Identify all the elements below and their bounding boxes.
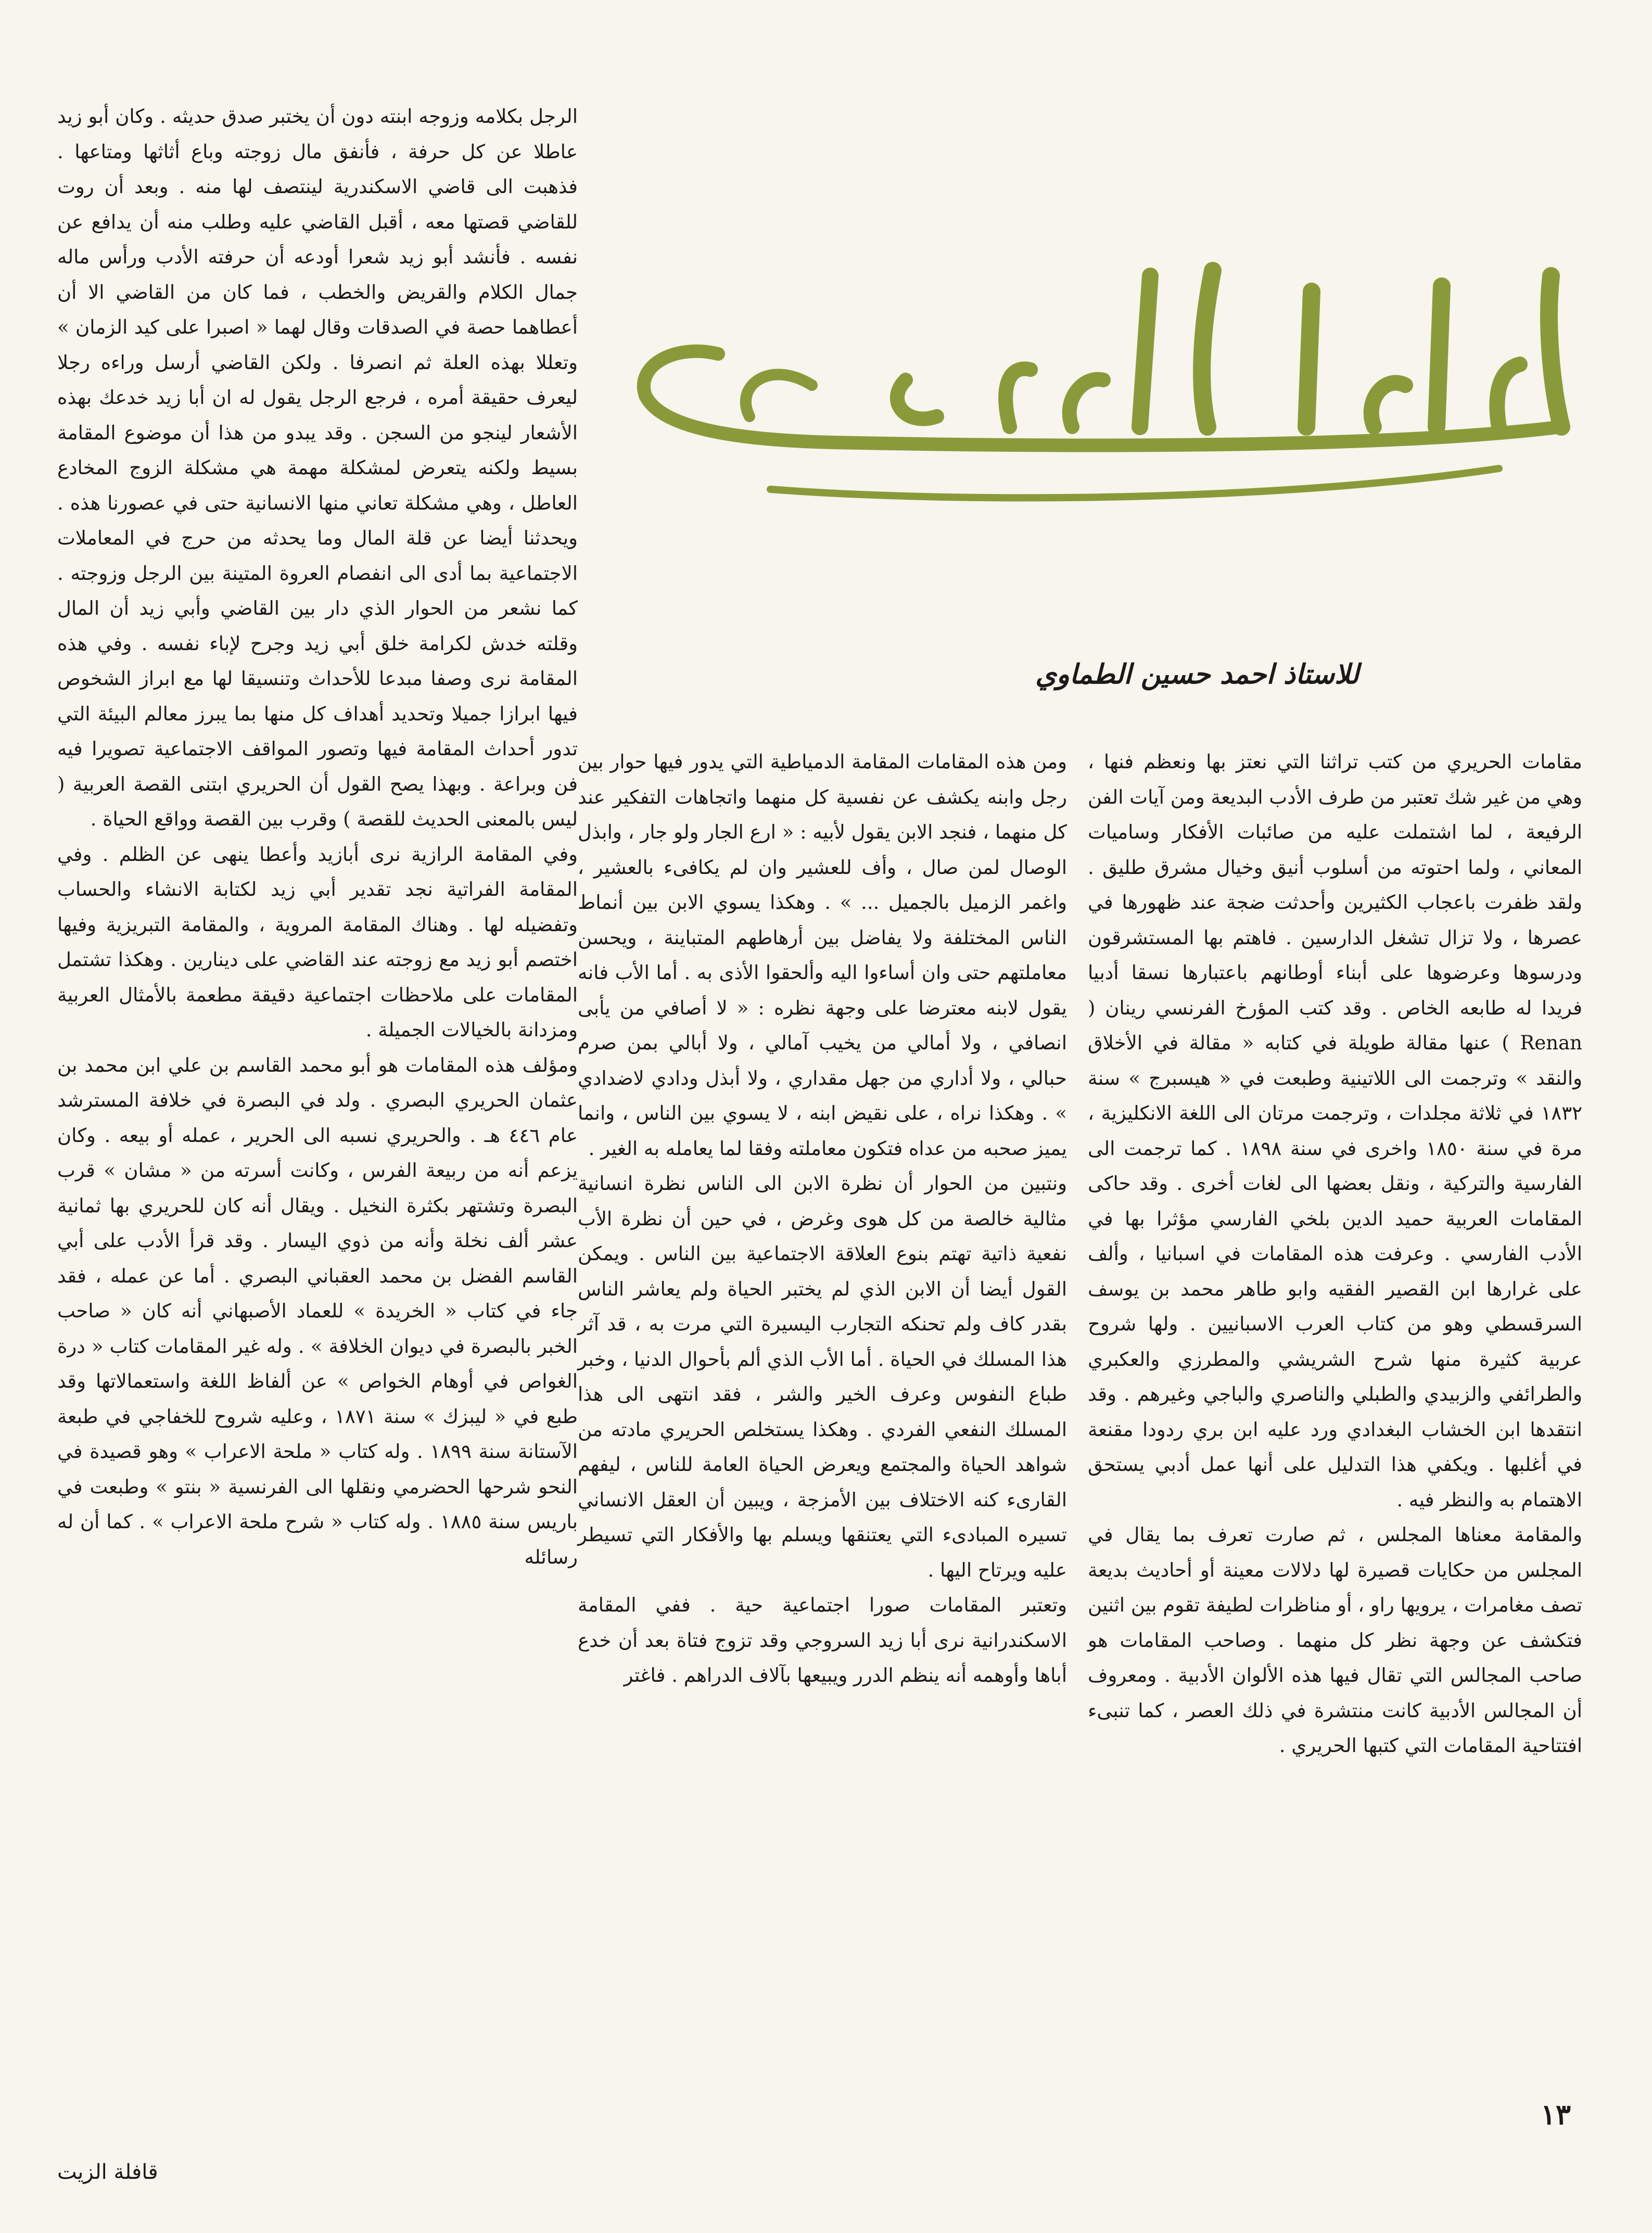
paragraph: ومن هذه المقامات المقامة الدمياطية التي يدور فيها حوار بين رجل وابنه يكشف عن نفسية كل منهما واتجاهات التفكير عند كل منهما ، فنجد الابن يقول لأبيه : « ارع الجار ولو جار ، وابذل الوصال لمن صال ، وأف للعشير وان لم يكافىء بالعشير ، واغمر الزميل بالجميل ... » . وهكذا يسوي الابن بين أنماط الناس المختلفة ولا يفاضل بين أرهاطهم المتباينة ، ويحسن معاملتهم حتى وان أساءوا اليه وألحقوا الأذى به . أما الأب فانه يقول لابنه معترضا على وجهة نظره : « لا أصافي من يأبى انصافي ، ولا أمالي من يخيب آمالي ، ولا أبالي بمن صرم حبالي ، ولا أداري من جهل مقداري ، ولا أبذل ودادي لاضدادي » . وهكذا نراه ، على نقيض ابنه ، لا يسوي بين الناس ، وانما يميز صحبه من عداه فتكون معاملته وفقا لما يعامله به الغير . (578, 751, 1067, 1160)
article-column-left (57, 99, 578, 1575)
paragraph: ونتبين من الحوار أن نظرة الابن الى الناس نظرة انسانية مثالية خالصة من كل هوى وغرض ، في حين أن نظرة الأب نفعية ذاتية تهتم بنوع العلاقة الاجتماعية بين الناس . ويمكن القول أيضا أن الابن الذي لم يختبر الحياة ولم يعاشر الناس بقدر كاف ولم تحنكه التجارب اليسيرة التي مرت به ، قد آثر هذا المسلك في الحياة . أما الأب الذي ألم بأحوال الدنيا ، وخبر طباع النفوس وعرف الخير والشر ، فقد انتهى الى هذا المسلك النفعي الفردي . وهكذا يستخلص الحريري مادته من شواهد الحياة والمجتمع ويعرض الحياة العامة للناس ، ليفهم القارىء كنه الاختلاف بين الأمزجة ، ويبين أن العقل الانساني تسيره المبادىء التي يعتنقها ويسلم بها والأفكار التي تسيطر عليه ويرتاح اليها . (578, 1172, 1067, 1581)
author-byline: للاستاذ احمد حسين الطماوي (1035, 658, 1359, 690)
page-title: مقامات الحريري (1083, 381, 1119, 387)
paragraph: مقامات الحريري من كتب تراثنا التي نعتز بها ونعظم فنها ، وهي من غير شك تعتبر من طرف الأدب البديعة ومن آيات الفن الرفيعة ، لما اشتملت عليه من صائبات الأفكار وساميات المعاني ، ولما احتوته من أسلوب أنيق وخيال مشرق طليق . ولقد ظفرت باعجاب الكثيرين وأحدثت ضجة عند ظهورها في عصرها ، ولا تزال تشغل الدارسين . فاهتم بها المستشرقون ودرسوها وعرضوها على أبناء أوطانهم باعتبارها نسقا أدبيا فريدا له طابعه الخاص . وقد كتب المؤرخ الفرنسي رينان ( Renan ) عنها مقالة طويلة في كتابه « مقالة في الأخلاق والنقد » وترجمت الى اللاتينية وطبعت في « هيسبرج » سنة ١٨٣٢ في ثلاثة مجلدات ، وترجمت مرتان الى اللغة الانكليزية ، مرة في سنة ١٨٥٠ واخرى في سنة ١٨٩٨ . كما ترجمت الى الفارسية والتركية ، ونقل بعضها الى لغات أخرى . وقد حاكى المقامات العربية حميد الدين بلخي الفارسي مؤثرا بها في الأدب الفارسي . وعرفت هذه المقامات في اسبانيا ، وألف على غرارها ابن القصير الفقيه وابو طاهر محمد بن يوسف السرقسطي وهو من كتاب العرب الاسبانيين . ولها شروح عربية كثيرة منها شرح الشريشي والمطرزي والعكبري والطرائفي والزبيدي والطبلي والناصري والباجي وغيرهم . وقد انتقدها ابن الخشاب البغدادي ورد عليه ابن بري ردودا مقنعة في أغلبها . ويكفي هذا التدليل على أنها عمل أدبي يستحق الاهتمام به والنظر فيه . (1088, 751, 1582, 1511)
paragraph: وفي المقامة الرازية نرى أبازيد وأعطا ينهى عن الظلم . وفي المقامة الفراتية نجد تقدير أبي زيد لكتابة الانشاء والحساب وتفضيله لها . وهناك المقامة المروية ، والمقامة التبريزية وفيها اختصم أبو زيد مع زوجته عند القاضي على دينارين . وهكذا تشتمل المقامات على ملاحظات اجتماعية دقيقة مطعمة بالأمثال العربية ومزدانة بالخيالات الجميلة . (57, 843, 578, 1041)
paragraph: الرجل بكلامه وزوجه ابنته دون أن يختبر صدق حديثه . وكان أبو زيد عاطلا عن كل حرفة ، فأنفق مال زوجته وباع أثاثها ومتاعها . فذهبت الى قاضي الاسكندرية لينتصف لها منه . وبعد أن روت للقاضي قصتها معه ، أقبل القاضي عليه وطلب منه أن يدافع عن نفسه . فأنشد أبو زيد شعرا أودعه أن حرفته الأدب ورأس ماله جمال الكلام والقريض والخطب ، فما كان من القاضي الا أن أعطاهما حصة في الصدقات وقال لهما « اصبرا على كيد الزمان » وتعللا بهذه العلة ثم انصرفا . ولكن القاضي أرسل وراءه رجلا ليعرف حقيقة أمره ، فرجع الرجل يقول له ان أبا زيد خدعك بهذه الأشعار لينجو من السجن . وقد يبدو من هذا أن موضوع المقامة بسيط ولكنه يتعرض لمشكلة مهمة هي مشكلة الزوج المخادع العاطل ، وهي مشكلة تعاني منها الانسانية حتى في عصورنا هذه . ويحدثنا أيضا عن قلة المال وما يحدثه من حرج في المعاملات الاجتماعية بما أدى الى انفصام العروة المتينة بين الرجل وزوجته . كما نشعر من الحوار الذي دار بين القاضي وأبي زيد أن المال وقلته خدش لكرامة خلق أبي زيد وجرح لإباء نفسه . وفي هذه المقامة نرى وصفا مبدعا للأحداث وتنسيقا لها مع ابراز الشخوص فيها ابرازا جميلا وتحديد أهداف كل منها بما يبرز معالم البيئة التي تدور أحداث المقامة فيها وتصور المواقف الاجتماعية تصويرا فيه فن وبراعة . وبهذا يصح القول أن الحريري ابتنى القصة العربية ( ليس بالمعنى الحديث للقصة ) وقرب بين القصة وواقع الحياة . (57, 105, 578, 830)
article-column-right (1088, 744, 1582, 1763)
paragraph: وتعتبر المقامات صورا اجتماعية حية . ففي المقامة الاسكندرانية نرى أبا زيد السروجي وقد تزوج فتاة بعد أن خدع أباها وأوهمه أنه ينظم الدرر ويبيعها بآلاف الدراهم . فاغتر (578, 1594, 1067, 1686)
article-column-middle (578, 744, 1067, 1693)
magazine-footer: قافلة الزيت (57, 2160, 158, 2184)
title-calligraphy (614, 229, 1587, 521)
paragraph: ومؤلف هذه المقامات هو أبو محمد القاسم بن علي ابن محمد بن عثمان الحريري البصري . ولد في البصرة في خلافة المسترشد عام ٤٤٦ هـ . والحريري نسبه الى الحرير ، عمله أو بيعه . وكان يزعم أنه من ربيعة الفرس ، وكانت أسرته من « مشان » قرب البصرة وتشتهر بكثرة النخيل . ويقال أنه كان للحريري بها ثمانية عشر ألف نخلة وأنه من ذوي اليسار . وقد قرأ الأدب على أبي القاسم الفضل بن محمد العقباني البصري . أما عن عمله ، فقد جاء في كتاب « الخريدة » للعماد الأصبهاني أنه كان « صاحب الخبر بالبصرة في ديوان الخلافة » . وله غير المقامات كتاب « درة الغواص في أوهام الخواص » عن ألفاظ اللغة واستعمالاتها وقد طبع في « ليبزك » سنة ١٨٧١ ، وعليه شروح للخفاجي في طبعة الآستانة سنة ١٨٩٩ . وله كتاب « ملحة الاعراب » وهو قصيدة في النحو شرحها الحضرمي ونقلها الى الفرنسية « بنتو » وطبعت في باريس سنة ١٨٨٥ . وله كتاب « شرح ملحة الاعراب » . كما أن له رسائله (57, 1054, 578, 1568)
title-calligraphy-graphic (614, 229, 1587, 521)
paragraph: والمقامة معناها المجلس ، ثم صارت تعرف بما يقال في المجلس من حكايات قصيرة لها دلالات معينة أو أحاديث بديعة تصف مغامرات ، يرويها راو ، أو مناظرات لطيفة تقوم بين اثنين فتكشف عن وجهة نظر كل منهما . وصاحب المقامات هو صاحب المجالس التي تقال فيها هذه الألوان الأدبية . ومعروف أن المجالس الأدبية كانت منتشرة في ذلك العصر ، كما تنبىء افتتاحية المقامات التي كتبها الحريري . (1088, 1524, 1582, 1757)
page-number: ١٣ (1541, 2098, 1571, 2131)
